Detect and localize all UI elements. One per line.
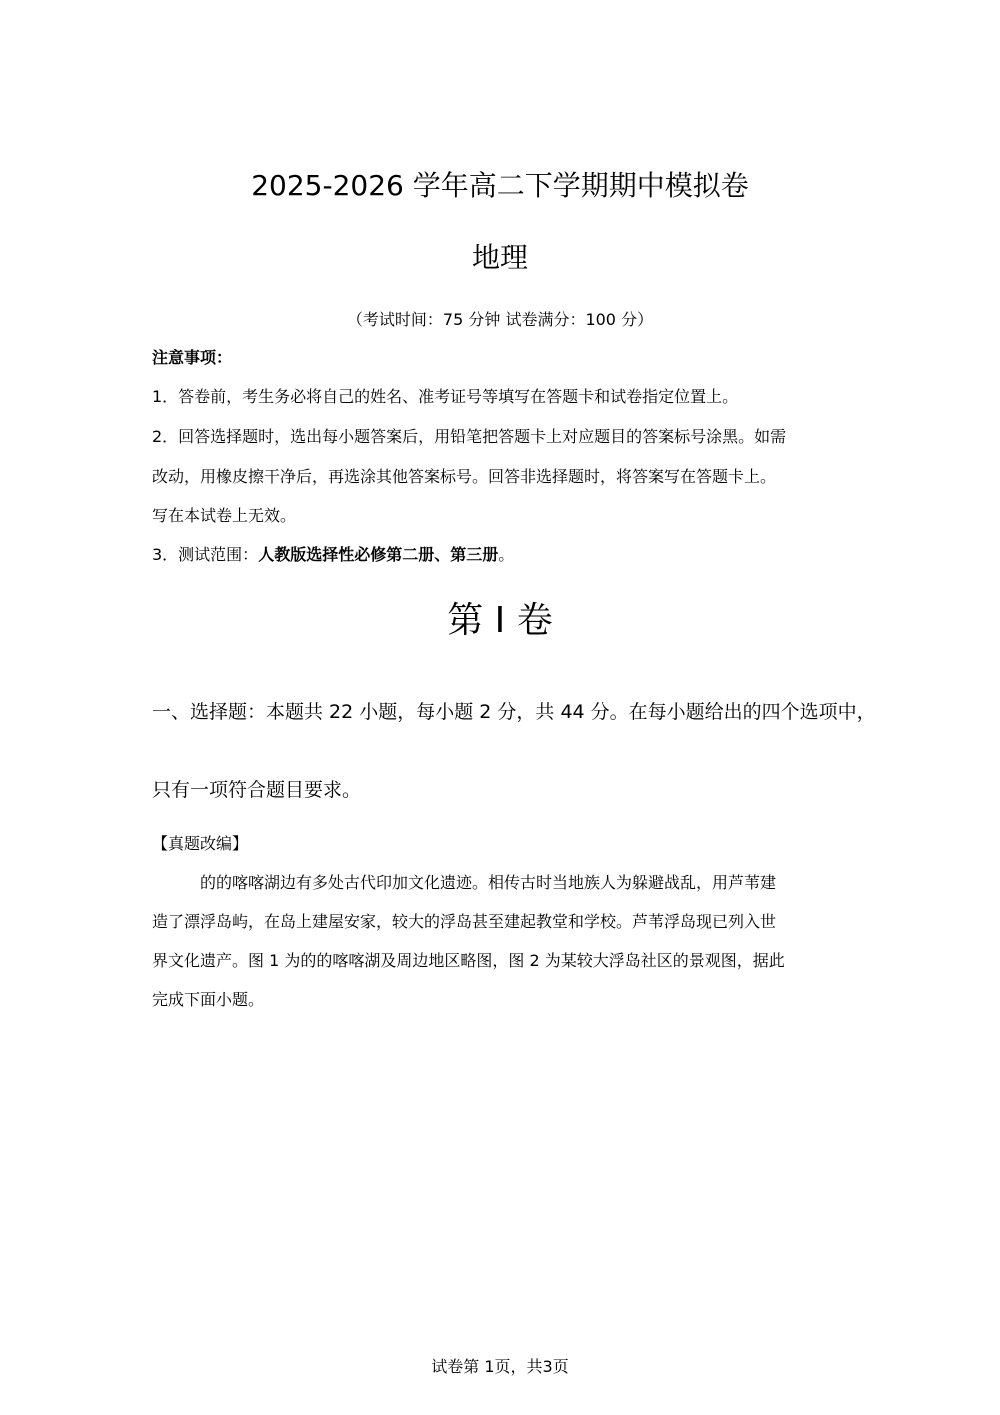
notice-item-1: 1．答卷前，考生务必将自己的姓名、准考证号等填写在答题卡和试卷指定位置上。 bbox=[152, 387, 739, 406]
passage-line-1: 的的喀喀湖边有多处古代印加文化遗迹。相传古时当地族人为躲避战乱，用芦苇建 bbox=[200, 873, 777, 892]
exam-title: 2025-2026 学年高二下学期期中模拟卷 bbox=[251, 169, 749, 202]
passage-line-2: 造了漂浮岛屿，在岛上建屋安家，较大的浮岛甚至建起教堂和学校。芦苇浮岛现已列入世 bbox=[152, 912, 777, 931]
page-footer: 试卷第 1页，共3页 bbox=[431, 1357, 569, 1376]
notice-item-3-suffix: 。 bbox=[498, 545, 515, 564]
notice-item-2-line-3: 写在本试卷上无效。 bbox=[152, 506, 297, 525]
section-title: 第 I 卷 bbox=[447, 600, 553, 641]
notice-heading: 注意事项： bbox=[152, 348, 233, 367]
notice-item-3-prefix: 3．测试范围： bbox=[152, 545, 259, 564]
notice-item-2-line-1: 2．回答选择题时，选出每小题答案后，用铅笔把答题卡上对应题目的答案标号涂黑。如需 bbox=[152, 427, 787, 446]
section-instruction-line-1: 一、选择题：本题共 22 小题，每小题 2 分，共 44 分。在每小题给出的四个选项中， bbox=[152, 701, 876, 723]
notice-item-2-line-2: 改动，用橡皮擦干净后，再选涂其他答案标号。回答非选择题时，将答案写在答题卡上。 bbox=[152, 467, 777, 486]
section-instruction-line-2: 只有一项符合题目要求。 bbox=[152, 779, 362, 801]
passage-line-4: 完成下面小题。 bbox=[152, 990, 265, 1009]
notice-item-3 bbox=[152, 541, 514, 569]
test-scope: 人教版选择性必修第二册、第三册 bbox=[258, 545, 499, 564]
question-source-tag: 【真题改编】 bbox=[152, 834, 249, 853]
passage-line-3: 界文化遗产。图 1 为的的喀喀湖及周边地区略图，图 2 为某较大浮岛社区的景观图，据此 bbox=[152, 951, 785, 970]
subject-title: 地理 bbox=[471, 241, 528, 274]
exam-info: （考试时间：75 分钟 试卷满分：100 分） bbox=[346, 310, 654, 329]
